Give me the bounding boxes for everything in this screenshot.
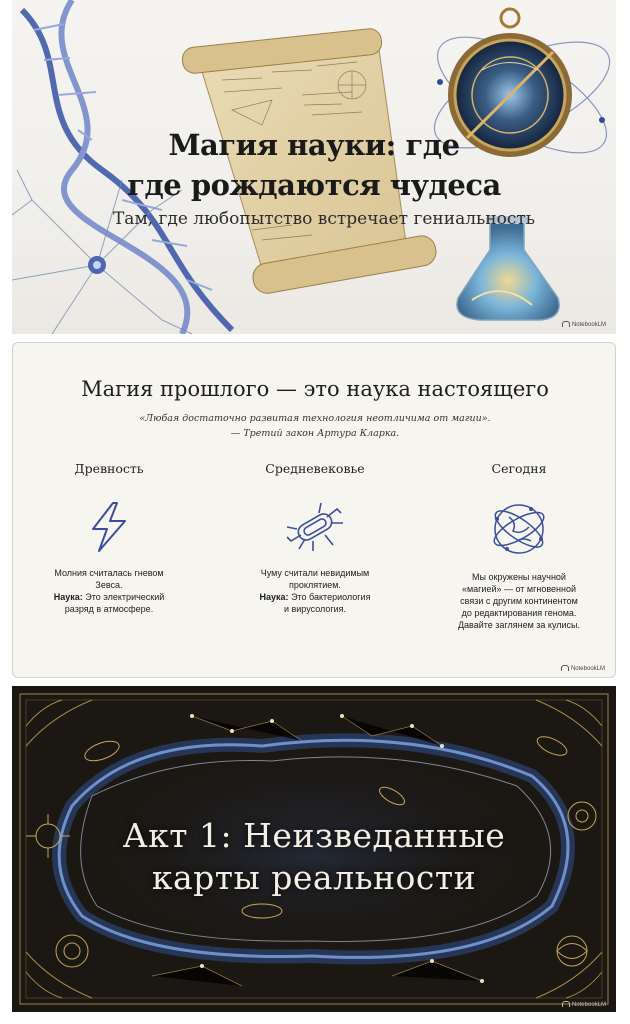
act-title-line1: Акт 1: Неизведанные <box>122 816 506 855</box>
column-text: Мы окружены научной «магией» — от мгновенной связи с другим континентом до редактирования генома. Давайте заглянем за кулисы. <box>457 572 581 630</box>
column-heading: Средневековье <box>265 461 365 476</box>
notebooklm-logo-icon <box>562 1001 570 1007</box>
column-text: Молния считалась гневом Зевса. Наука: Это электрический разряд в атмосфере. <box>53 568 165 614</box>
notebooklm-logo-icon <box>561 665 569 671</box>
bacterium-icon <box>283 501 347 553</box>
column-text: Чуму считали невидимым проклятием. Наука: Это бактериология и вирусология. <box>259 568 371 614</box>
notebooklm-logo-icon <box>562 321 570 327</box>
column-today <box>429 461 609 631</box>
flask-icon <box>457 216 559 320</box>
slide-title-line2: где рождаются чудеса <box>127 168 501 202</box>
quote-attribution: — Третий закон Артура Кларка. <box>230 428 400 439</box>
notebooklm-badge: NotebookLM <box>562 1001 606 1008</box>
act-title-line2: карты реальности <box>151 858 477 897</box>
notebooklm-badge: NotebookLM <box>561 665 605 672</box>
notebooklm-badge: NotebookLM <box>562 321 606 328</box>
column-antiquity <box>19 461 199 615</box>
clarke-quote <box>13 411 616 441</box>
column-heading: Сегодня <box>491 461 547 476</box>
slide-title-line1: Магия науки: где <box>168 128 460 162</box>
quote-text: «Любая достаточно развитая технология неотличима от магии». <box>139 413 491 424</box>
column-middle-ages <box>225 461 405 615</box>
lightning-icon <box>87 501 131 553</box>
slide-subtitle: Там, где любопытство встречает гениальность <box>112 209 536 229</box>
title-slide <box>12 0 616 334</box>
history-slide <box>12 342 616 678</box>
slide-heading: Магия прошлого — это наука настоящего <box>81 377 549 401</box>
act1-slide <box>12 686 616 1012</box>
network-globe-icon <box>487 501 551 557</box>
column-heading: Древность <box>74 461 144 476</box>
science-illustration <box>12 0 616 334</box>
